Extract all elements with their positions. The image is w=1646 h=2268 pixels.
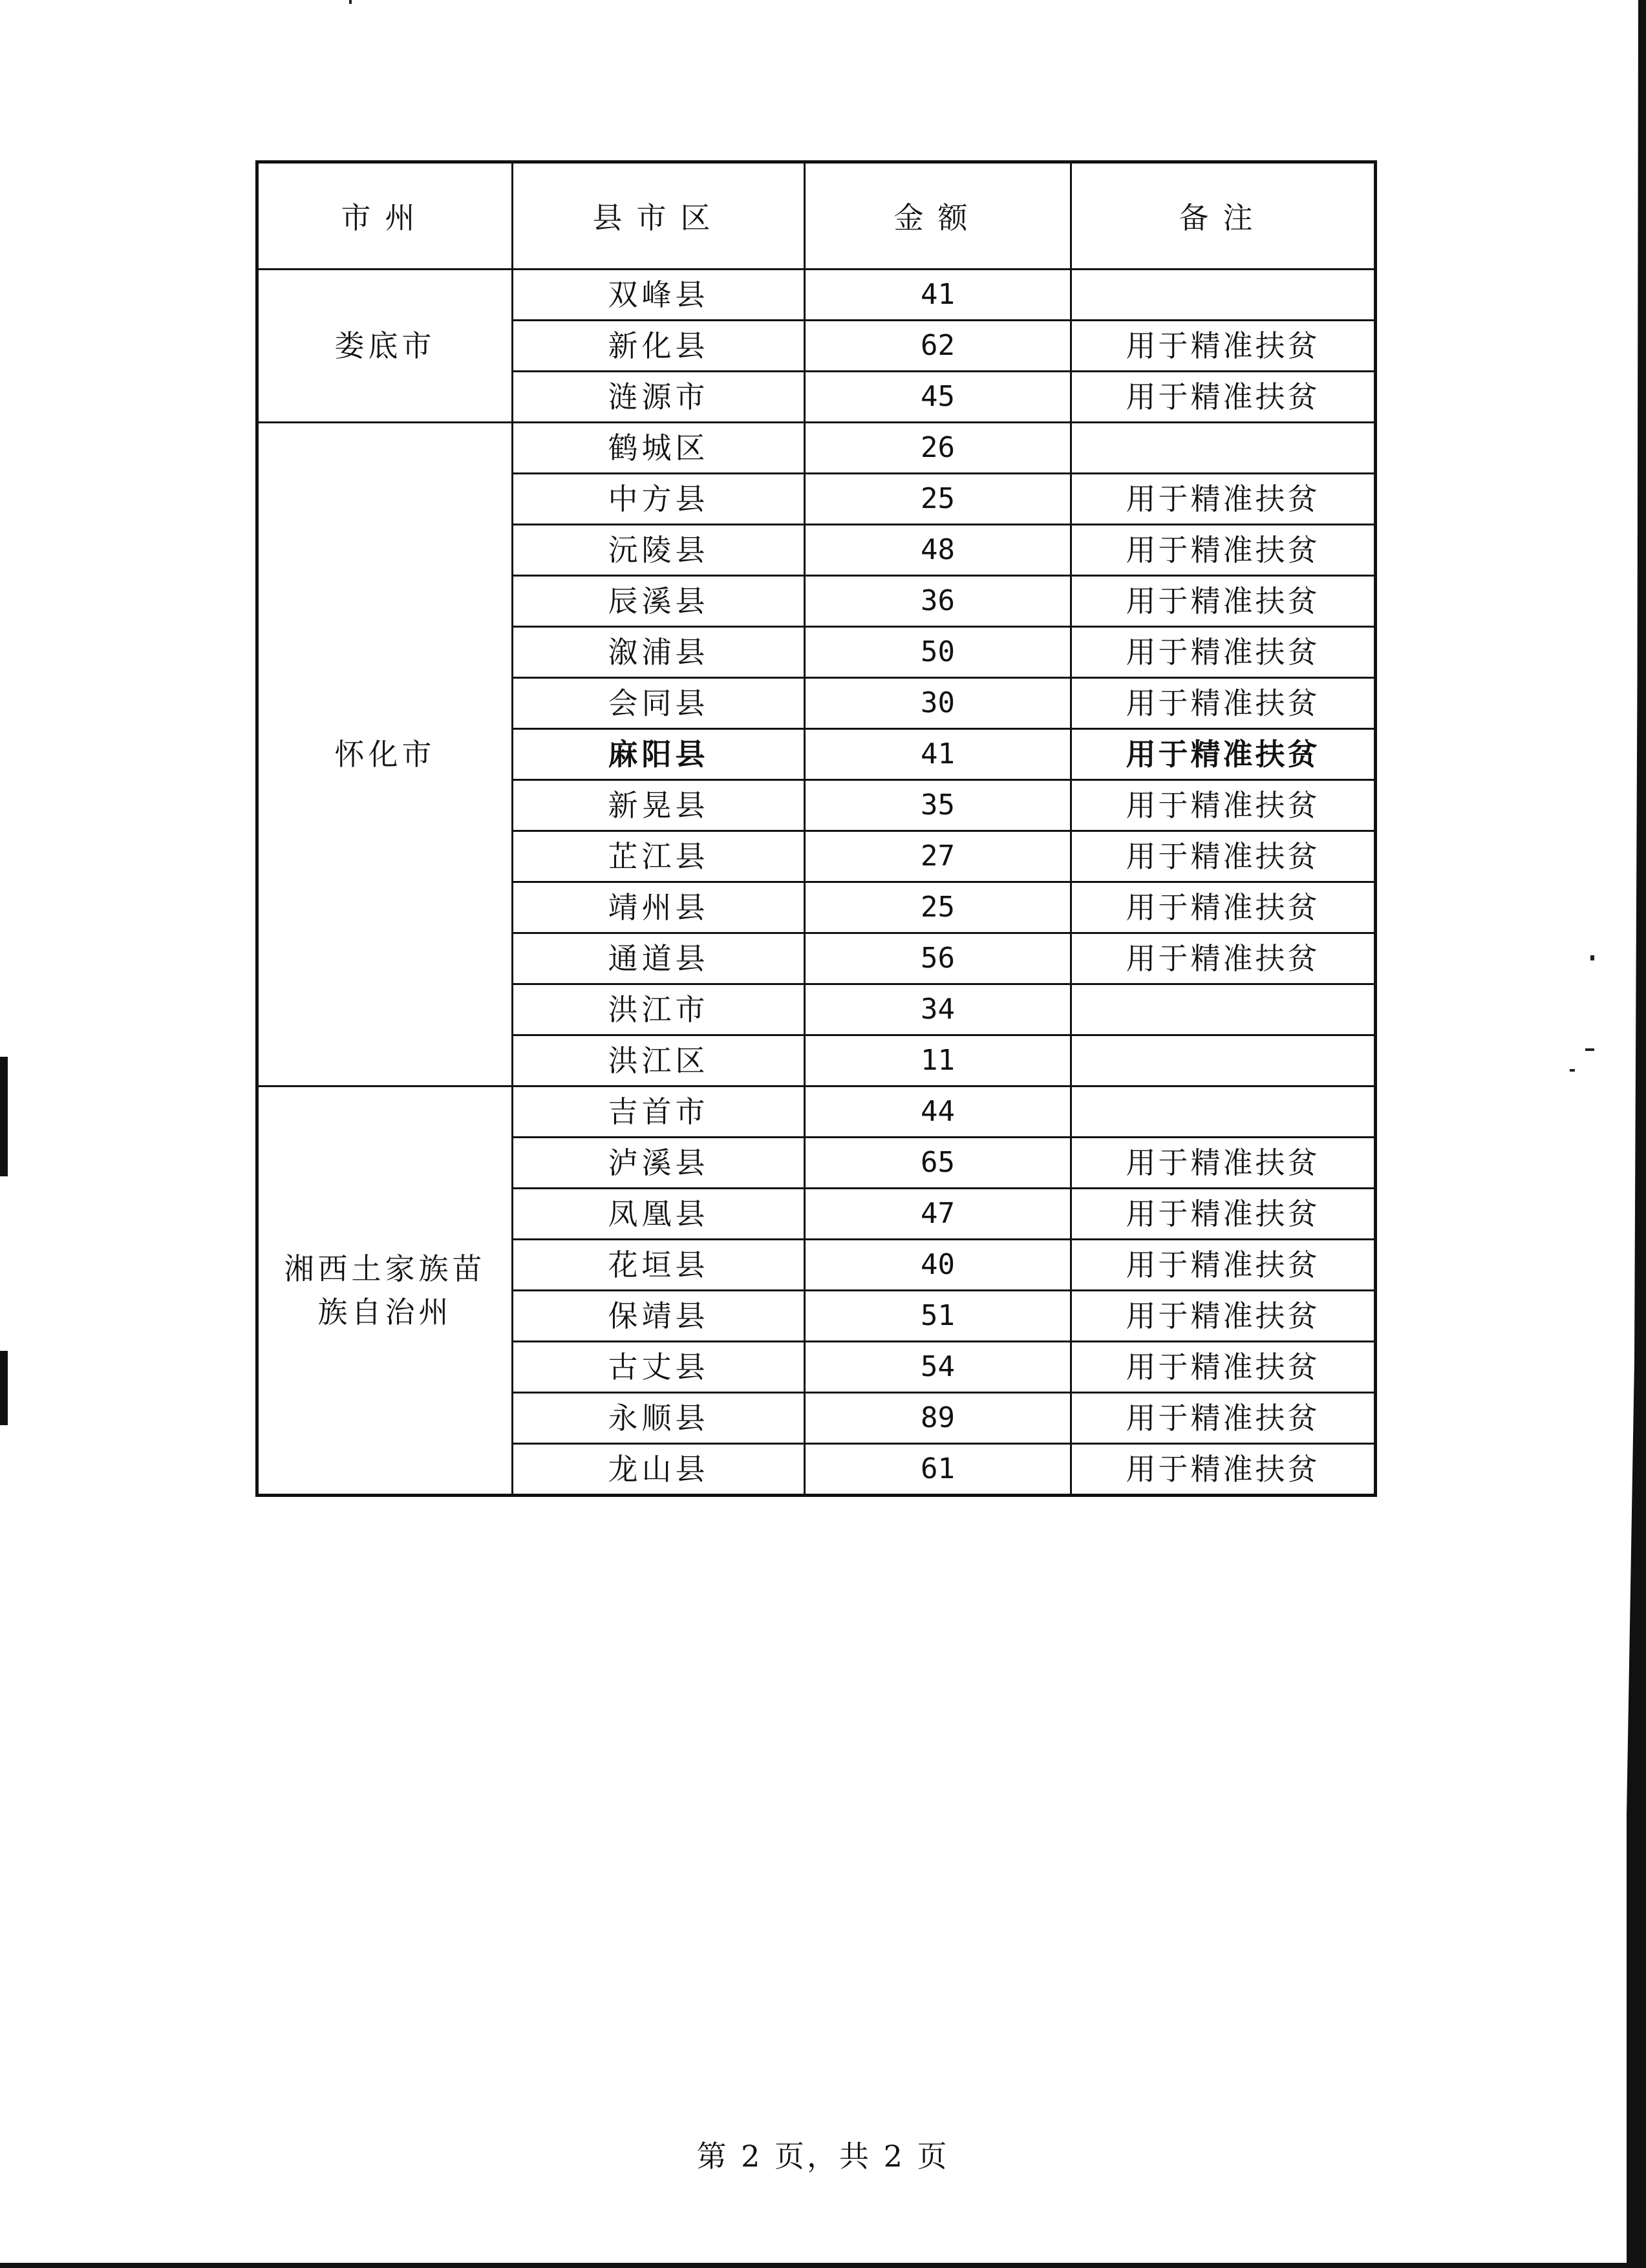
- city-cell: 湘西土家族苗族自治州: [257, 1086, 513, 1496]
- city-cell: 娄底市: [257, 270, 513, 423]
- scan-edge-artifact: [0, 2263, 1646, 2268]
- county-cell: 古丈县: [513, 1342, 805, 1393]
- scan-speck: [1570, 1069, 1575, 1072]
- amount-cell: 35: [805, 780, 1071, 831]
- note-cell: 用于精准扶贫: [1071, 933, 1376, 984]
- county-cell: 辰溪县: [513, 576, 805, 627]
- county-cell: 双峰县: [513, 270, 805, 321]
- amount-cell: 65: [805, 1138, 1071, 1189]
- header-city: 市州: [257, 162, 513, 270]
- amount-cell: 36: [805, 576, 1071, 627]
- amount-cell: 89: [805, 1393, 1071, 1444]
- amount-cell: 30: [805, 678, 1071, 729]
- county-cell: 泸溪县: [513, 1138, 805, 1189]
- county-cell: 花垣县: [513, 1240, 805, 1291]
- note-cell: 用于精准扶贫: [1071, 525, 1376, 576]
- scan-speck: [1590, 955, 1594, 960]
- header-county: 县市区: [513, 162, 805, 270]
- county-cell: 溆浦县: [513, 627, 805, 678]
- amount-cell: 27: [805, 831, 1071, 882]
- county-cell: 会同县: [513, 678, 805, 729]
- amount-cell: 25: [805, 882, 1071, 933]
- county-cell: 保靖县: [513, 1291, 805, 1342]
- note-cell: 用于精准扶贫: [1071, 474, 1376, 525]
- allocation-table: [255, 160, 1377, 1497]
- table-body: [257, 270, 1376, 1496]
- page-number: 第 2 页，共 2 页: [696, 2139, 950, 2174]
- county-cell: 凤凰县: [513, 1189, 805, 1240]
- note-cell: 用于精准扶贫: [1071, 729, 1376, 780]
- note-cell: 用于精准扶贫: [1071, 372, 1376, 423]
- county-cell: 鹤城区: [513, 423, 805, 474]
- note-cell: 用于精准扶贫: [1071, 678, 1376, 729]
- amount-cell: 62: [805, 321, 1071, 372]
- note-cell: [1071, 984, 1376, 1035]
- city-cell: 怀化市: [257, 423, 513, 1086]
- county-cell: 芷江县: [513, 831, 805, 882]
- county-cell: 吉首市: [513, 1086, 805, 1138]
- note-cell: 用于精准扶贫: [1071, 831, 1376, 882]
- amount-cell: 26: [805, 423, 1071, 474]
- county-cell: 靖州县: [513, 882, 805, 933]
- note-cell: 用于精准扶贫: [1071, 882, 1376, 933]
- note-cell: 用于精准扶贫: [1071, 321, 1376, 372]
- amount-cell: 47: [805, 1189, 1071, 1240]
- county-cell: 麻阳县: [513, 729, 805, 780]
- note-cell: 用于精准扶贫: [1071, 1189, 1376, 1240]
- note-cell: 用于精准扶贫: [1071, 1342, 1376, 1393]
- table-row: [257, 1086, 1376, 1138]
- note-cell: 用于精准扶贫: [1071, 1444, 1376, 1496]
- county-cell: 新化县: [513, 321, 805, 372]
- amount-cell: 48: [805, 525, 1071, 576]
- amount-cell: 45: [805, 372, 1071, 423]
- scan-edge-artifact: [0, 1057, 8, 1176]
- note-cell: 用于精准扶贫: [1071, 1291, 1376, 1342]
- header-amount: 金额: [805, 162, 1071, 270]
- county-cell: 洪江市: [513, 984, 805, 1035]
- amount-cell: 41: [805, 270, 1071, 321]
- amount-cell: 40: [805, 1240, 1071, 1291]
- scan-edge-artifact: [1627, 0, 1646, 2268]
- note-cell: 用于精准扶贫: [1071, 576, 1376, 627]
- scan-speck: [349, 0, 352, 4]
- county-cell: 中方县: [513, 474, 805, 525]
- amount-cell: 50: [805, 627, 1071, 678]
- amount-cell: 54: [805, 1342, 1071, 1393]
- amount-cell: 41: [805, 729, 1071, 780]
- county-cell: 通道县: [513, 933, 805, 984]
- note-cell: 用于精准扶贫: [1071, 1240, 1376, 1291]
- note-cell: [1071, 1086, 1376, 1138]
- note-cell: 用于精准扶贫: [1071, 780, 1376, 831]
- amount-cell: 51: [805, 1291, 1071, 1342]
- table-header-row: [257, 162, 1376, 270]
- amount-cell: 34: [805, 984, 1071, 1035]
- note-cell: [1071, 423, 1376, 474]
- allocation-table-container: [255, 160, 1374, 1497]
- amount-cell: 61: [805, 1444, 1071, 1496]
- county-cell: 龙山县: [513, 1444, 805, 1496]
- county-cell: 洪江区: [513, 1035, 805, 1086]
- amount-cell: 25: [805, 474, 1071, 525]
- header-note: 备注: [1071, 162, 1376, 270]
- county-cell: 沅陵县: [513, 525, 805, 576]
- note-cell: [1071, 270, 1376, 321]
- note-cell: 用于精准扶贫: [1071, 1393, 1376, 1444]
- county-cell: 涟源市: [513, 372, 805, 423]
- scan-edge-artifact: [0, 1351, 8, 1425]
- note-cell: 用于精准扶贫: [1071, 627, 1376, 678]
- county-cell: 新晃县: [513, 780, 805, 831]
- scan-speck: [1585, 1048, 1594, 1051]
- note-cell: 用于精准扶贫: [1071, 1138, 1376, 1189]
- amount-cell: 44: [805, 1086, 1071, 1138]
- county-cell: 永顺县: [513, 1393, 805, 1444]
- table-row: [257, 423, 1376, 474]
- note-cell: [1071, 1035, 1376, 1086]
- amount-cell: 56: [805, 933, 1071, 984]
- table-row: [257, 270, 1376, 321]
- amount-cell: 11: [805, 1035, 1071, 1086]
